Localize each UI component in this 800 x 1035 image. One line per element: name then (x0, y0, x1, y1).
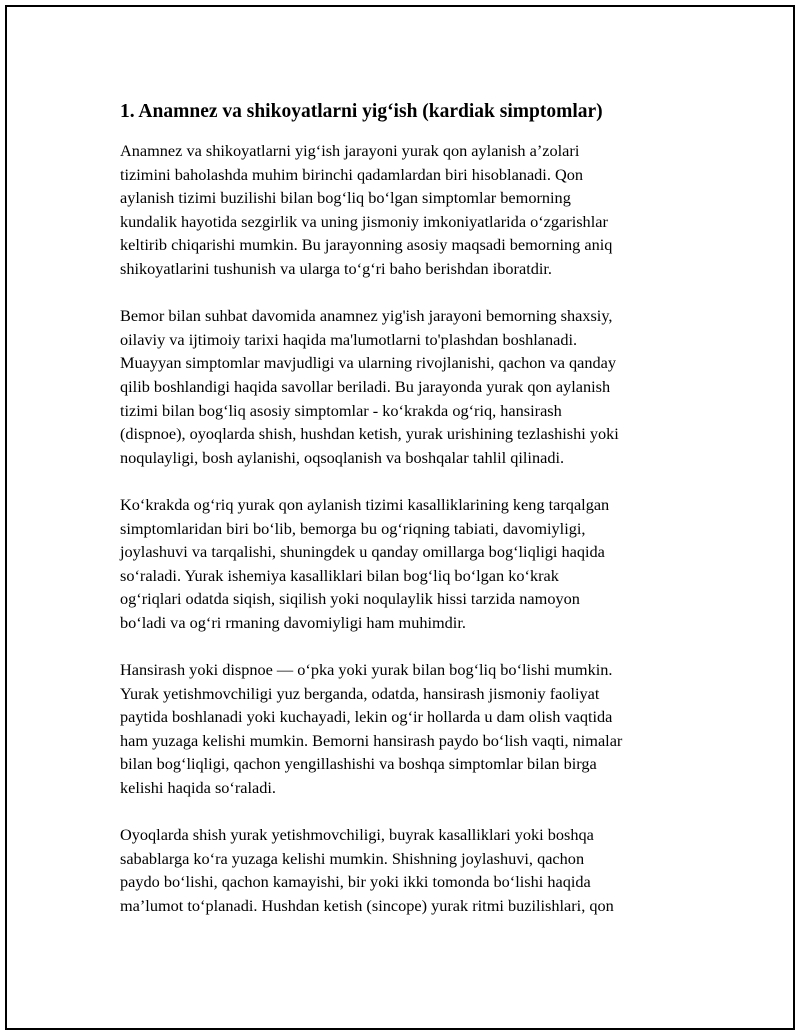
text-line: bo‘ladi va og‘ri rmaning davomiyligi ham muhimdir. (120, 612, 466, 632)
text-line: tizimi bilan bog‘liq asosiy simptomlar - ko‘krakda og‘riq, hansirash (120, 400, 562, 420)
text-line: shikoyatlarini tushunish va ularga to‘g‘ri baho berishdan iboratdir. (120, 258, 552, 278)
text-line: so‘raladi. Yurak ishemiya kasalliklari bilan bog‘liq bo‘lgan ko‘krak (120, 565, 559, 585)
text-line: (dispnoe), oyoqlarda shish, hushdan ketish, yurak urishining tezlashishi yoki (120, 424, 619, 444)
text-line: keltirib chiqarishi mumkin. Bu jarayonning asosiy maqsadi bemorning aniq (120, 235, 613, 255)
text-line: sabablarga ko‘ra yuzaga kelishi mumkin. Shishning joylashuvi, qachon (120, 848, 585, 868)
text-line: noqulayligi, bosh aylanishi, oqsoqlanish va boshqalar tahlil qilinadi. (120, 447, 565, 467)
text-line: Oyoqlarda shish yurak yetishmovchiligi, buyrak kasalliklari yoki boshqa (120, 825, 594, 845)
paragraph-intro (120, 139, 680, 281)
text-line: paydo bo‘lishi, qachon kamayishi, bir yoki ikki tomonda bo‘lishi haqida (120, 872, 591, 892)
document-content (120, 99, 680, 941)
text-line: qilib boshlandigi haqida savollar beriladi. Bu jarayonda yurak qon aylanish (120, 376, 611, 396)
text-line: bilan bog‘liqligi, qachon yengillashishi va boshqa simptomlar bilan birga (120, 754, 597, 774)
text-line: Anamnez va shikoyatlarni yig‘ish jarayoni yurak qon aylanish a’zolari (120, 141, 580, 160)
text-line: simptomlaridan biri bo‘lib, bemorga bu og‘riqning tabiati, davomiyligi, (120, 518, 586, 538)
text-line: joylashuvi va tarqalishi, shuningdek u qanday omillarga bog‘liqligi haqida (120, 542, 605, 562)
text-line: Yurak yetishmovchiligi yuz berganda, odatda, hansirash jismoniy faoliyat (120, 683, 600, 703)
text-line: Hansirash yoki dispnoe — o‘pka yoki yurak bilan bog‘liq bo‘lishi mumkin. (120, 660, 613, 680)
text-line: oilaviy va ijtimoiy tarixi haqida ma'lumotlarni to'plashdan boshlanadi. (120, 329, 578, 349)
text-line: Bemor bilan suhbat davomida anamnez yig'ish jarayoni bemorning shaxsiy, (120, 306, 613, 326)
text-line: ham yuzaga kelishi mumkin. Bemorni hansirash paydo bo‘lish vaqti, nimalar (120, 730, 623, 750)
paragraph-chest-pain (120, 493, 680, 635)
text-line: kundalik hayotida sezgirlik va uning jismoniy imkoniyatlarida o‘zgarishlar (120, 211, 608, 231)
text-line: tizimini baholashda muhim birinchi qadamlardan biri hisoblanadi. Qon (120, 164, 584, 184)
paragraph-edema (120, 823, 680, 917)
text-line: Ko‘krakda og‘riq yurak qon aylanish tizimi kasalliklarining keng tarqalgan (120, 494, 610, 514)
text-line: paytida boshlanadi yoki kuchayadi, lekin og‘ir hollarda u dam olish vaqtida (120, 707, 613, 727)
paragraph-interview (120, 304, 680, 469)
text-line: ma’lumot to‘planadi. Hushdan ketish (sincope) yurak ritmi buzilishlari, qon (120, 896, 614, 915)
text-line: og‘riqlari odatda siqish, siqilish yoki noqulaylik hissi tarzida namoyon (120, 589, 580, 609)
section-heading: 1. Anamnez va shikoyatlarni yig‘ish (kardiak simptomlar) (120, 101, 603, 122)
text-line: kelishi haqida so‘raladi. (120, 778, 276, 798)
text-line: aylanish tizimi buzilishi bilan bog‘liq bo‘lgan simptomlar bemorning (120, 188, 571, 208)
paragraph-dyspnea (120, 658, 680, 800)
page-frame (5, 5, 795, 1030)
text-line: Muayyan simptomlar mavjudligi va ularning rivojlanishi, qachon va qanday (120, 353, 617, 373)
